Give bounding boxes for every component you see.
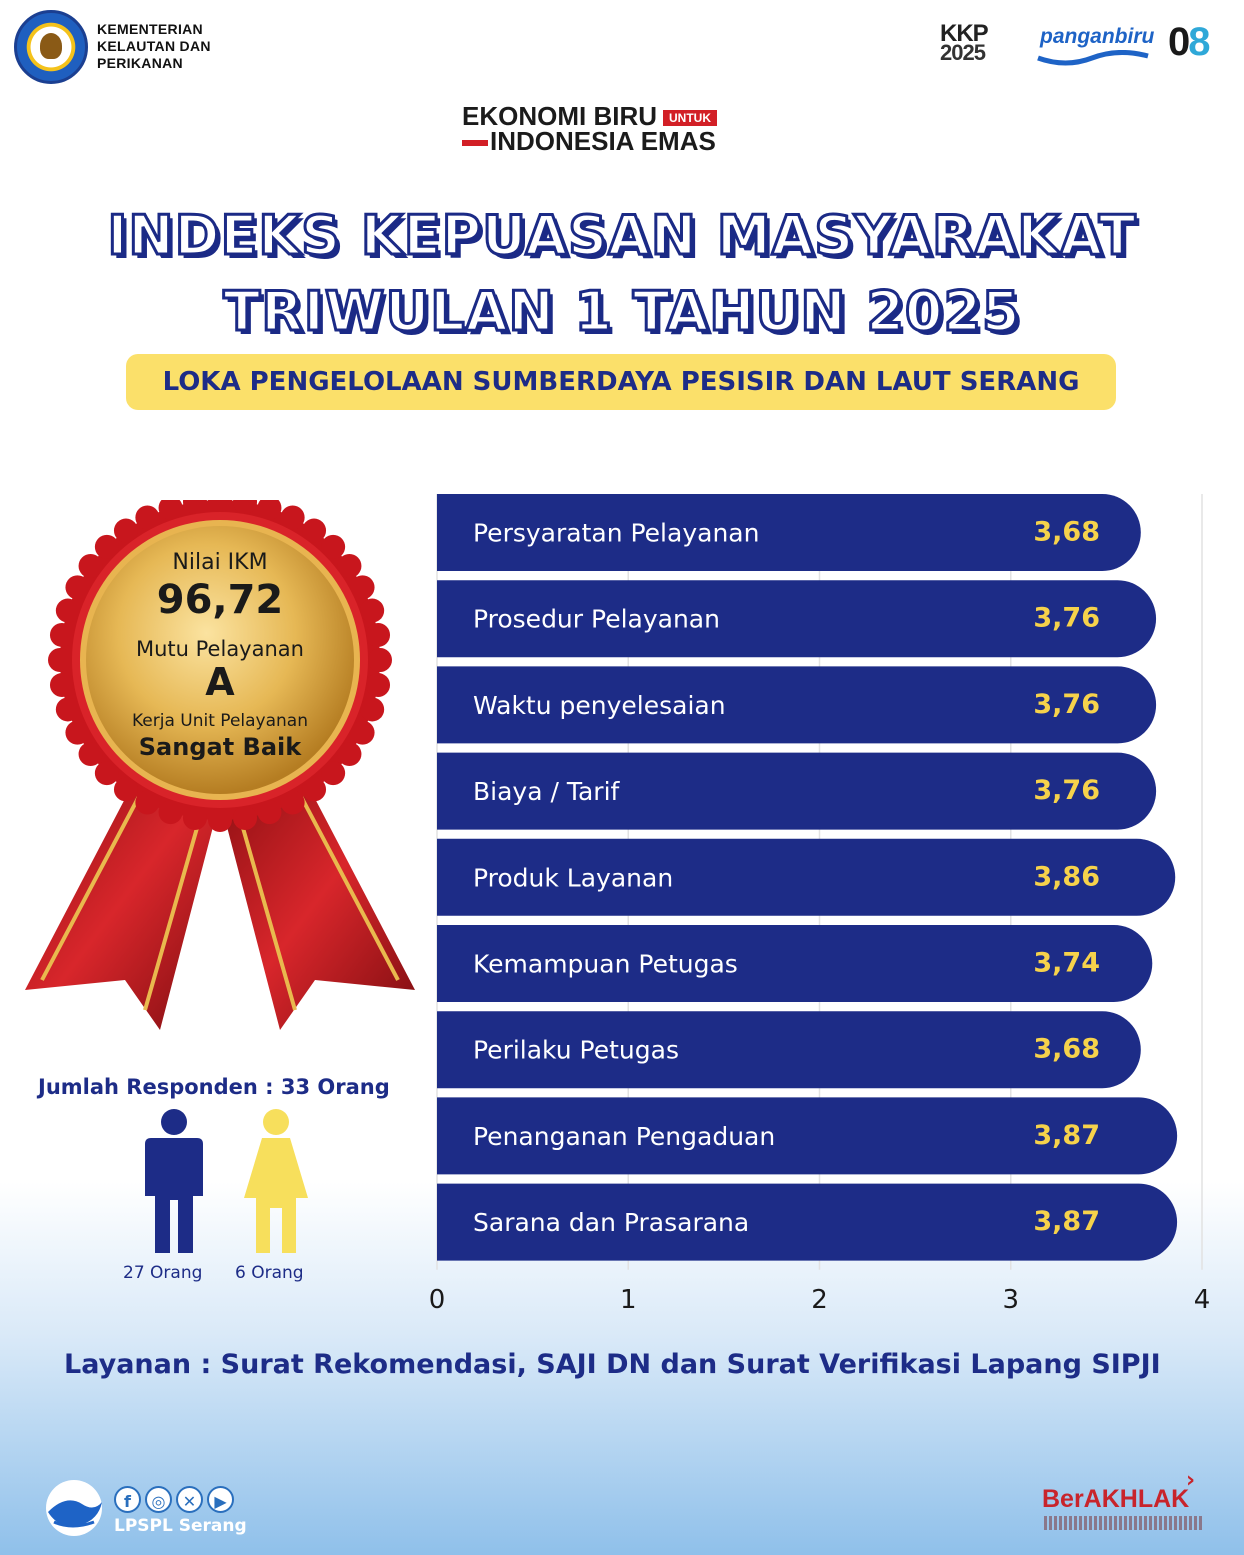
chevron-right-icon: ›: [1186, 1468, 1196, 1493]
x-tick-label: 4: [1193, 1284, 1211, 1315]
layanan-caption: Layanan : Surat Rekomendasi, SAJI DN dan Surat Verifikasi Lapang SIPJI: [64, 1349, 1161, 1380]
bar-category-label: Produk Layanan: [473, 863, 674, 893]
kinerja-value: Sangat Baik: [138, 733, 302, 761]
page-title-line1: INDEKS KEPUASAN MASYARAKAT: [107, 204, 1137, 267]
ministry-name-line3: PERIKANAN: [97, 55, 183, 71]
x-tick-label: 3: [1002, 1284, 1020, 1315]
bar-category-label: Waktu penyelesaian: [473, 690, 726, 720]
respondent-total: Jumlah Responden : 33 Orang: [38, 1075, 390, 1099]
unit-name-banner: LOKA PENGELOLAAN SUMBERDAYA PESISIR DAN LAUT SERANG: [126, 354, 1116, 410]
bar-category-label: Prosedur Pelayanan: [473, 604, 720, 634]
bar-value-label: 3,68: [1033, 516, 1100, 548]
kkp-logo-line1: KKP: [940, 20, 988, 47]
bar-value-label: 3,76: [1033, 602, 1100, 634]
bar-value-label: 3,76: [1033, 688, 1100, 720]
tagline-line1: EKONOMI BIRU: [462, 101, 657, 131]
bar-category-label: Kemampuan Petugas: [473, 949, 738, 979]
nilai-ikm-value: 96,72: [156, 577, 284, 623]
mutu-pelayanan-value: A: [205, 660, 235, 704]
bar-value-label: 3,87: [1033, 1206, 1100, 1238]
tagline-tag: UNTUK: [663, 110, 717, 126]
bar-category-label: Biaya / Tarif: [473, 777, 620, 807]
ministry-name-line1: KEMENTERIAN: [97, 21, 203, 37]
x-icon[interactable]: ✕: [176, 1486, 203, 1513]
male-count: 27 Orang: [123, 1263, 203, 1283]
kkp-logo-line2: 2025: [940, 40, 985, 65]
x-tick-label: 2: [811, 1284, 828, 1315]
bar-value-label: 3,76: [1033, 775, 1100, 807]
female-count: 6 Orang: [235, 1263, 304, 1283]
lpspl-logo-icon: [42, 1478, 106, 1538]
facebook-icon[interactable]: f: [114, 1486, 141, 1513]
bar-category-label: Perilaku Petugas: [473, 1035, 679, 1065]
bar-category-label: Sarana dan Prasarana: [473, 1208, 750, 1238]
kinerja-label: Kerja Unit Pelayanan: [132, 711, 308, 731]
page-title-line2: TRIWULAN 1 TAHUN 2025: [223, 280, 1021, 343]
o8-zero: 0: [1168, 20, 1189, 64]
instagram-icon[interactable]: ◎: [145, 1486, 172, 1513]
bar-category-label: Penanganan Pengaduan: [473, 1121, 776, 1151]
bar-value-label: 3,87: [1033, 1119, 1100, 1151]
nilai-ikm-label: Nilai IKM: [172, 550, 268, 575]
panganbiru-logo: panganbiru: [1040, 25, 1155, 48]
berakhlak-subtitle: [1044, 1516, 1204, 1530]
mutu-pelayanan-label: Mutu Pelayanan: [136, 637, 304, 661]
bar-value-label: 3,68: [1033, 1033, 1100, 1065]
bar-value-label: 3,74: [1033, 947, 1100, 979]
youtube-icon[interactable]: ▶: [207, 1486, 234, 1513]
o8-eight: 8: [1188, 20, 1209, 64]
social-icons: [114, 1486, 234, 1513]
berakhlak-logo: BerAKHLAK: [1042, 1485, 1190, 1513]
x-tick-label: 0: [428, 1284, 446, 1315]
x-tick-label: 1: [619, 1284, 637, 1315]
bar-value-label: 3,86: [1033, 861, 1100, 893]
ministry-name-line2: KELAUTAN DAN: [97, 38, 211, 54]
bar-category-label: Persyaratan Pelayanan: [473, 518, 760, 548]
tagline-line2: INDONESIA EMAS: [490, 126, 716, 156]
org-handle: LPSPL Serang: [114, 1516, 247, 1536]
